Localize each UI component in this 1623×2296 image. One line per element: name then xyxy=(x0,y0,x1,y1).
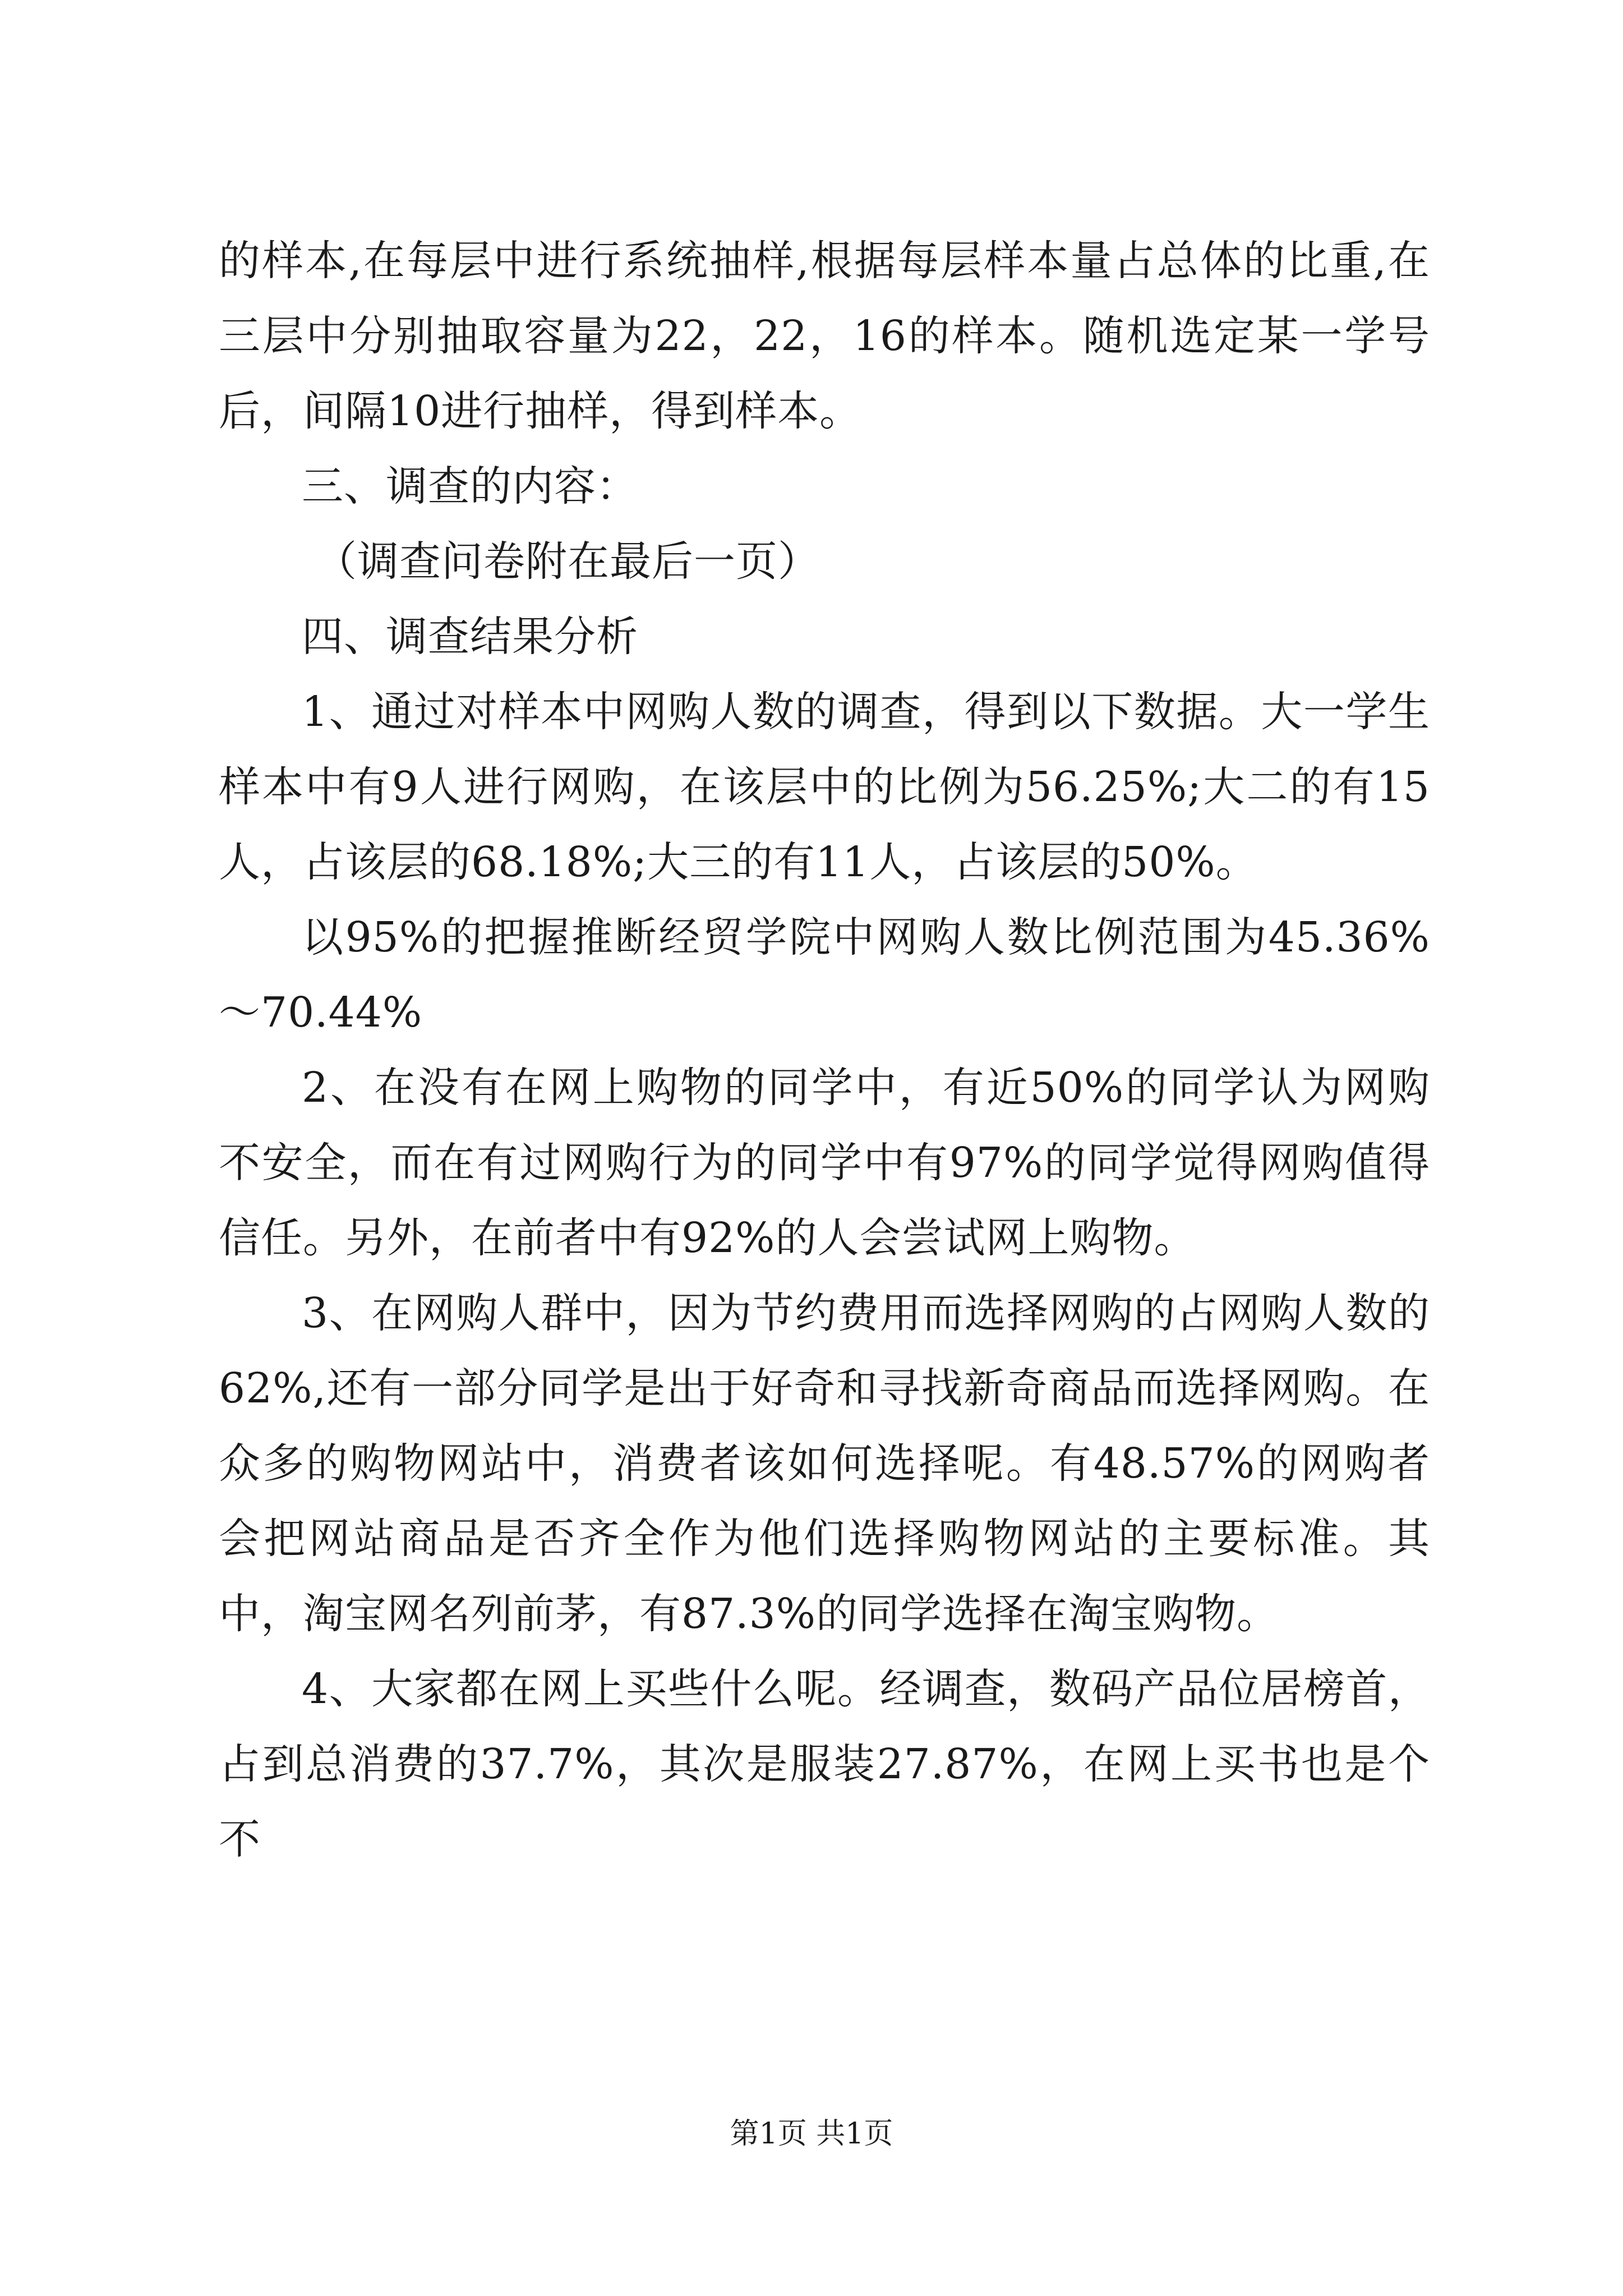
paragraph-online-shoppers-count: 1、通过对样本中网购人数的调查，得到以下数据。大一学生样本中有9人进行网购，在该层中的比例为56.25%;大二的有15人，占该层的68.18%;大三的有11人，占该层的50%。 xyxy=(219,688,1430,886)
paragraph-safety-trust: 2、在没有在网上购物的同学中，有近50%的同学认为网购不安全，而在有过网购行为的同学中有97%的同学觉得网购值得信任。另外，在前者中有92%的人会尝试网上购物。 xyxy=(219,1064,1430,1262)
paragraph-confidence-interval: 以95%的把握推断经贸学院中网购人数比例范围为45.36%～70.44% xyxy=(219,913,1430,1037)
note-questionnaire-attached: （调查问卷附在最后一页） xyxy=(315,537,820,586)
heading-survey-content: 三、调查的内容： xyxy=(302,462,638,510)
paragraph-reasons-websites: 3、在网购人群中，因为节约费用而选择网购的占网购人数的62%,还有一部分同学是出于好奇和寻找新奇商品而选择网购。在众多的购物网站中，消费者该如何选择呢。有48.57%的网购者会把网站商品是否齐全作为他们选择购物网站的主要标准。其中，淘宝网名列前茅，有87.3%的同学选择在淘宝购物。 xyxy=(219,1289,1430,1638)
paragraph-continued-sampling: 的样本,在每层中进行系统抽样,根据每层样本量占总体的比重,在三层中分别抽取容量为22，22，16的样本。随机选定某一学号后，间隔10进行抽样，得到样本。 xyxy=(219,237,1430,435)
document-body xyxy=(219,223,1430,1877)
page-footer: 第1页 共1页 xyxy=(730,2117,893,2151)
paragraph-purchase-categories: 4、大家都在网上买些什么呢。经调查，数码产品位居榜首，占到总消费的37.7%，其次是服装27.87%，在网上买书也是个不 xyxy=(219,1665,1430,1864)
heading-result-analysis: 四、调查结果分析 xyxy=(302,613,638,661)
